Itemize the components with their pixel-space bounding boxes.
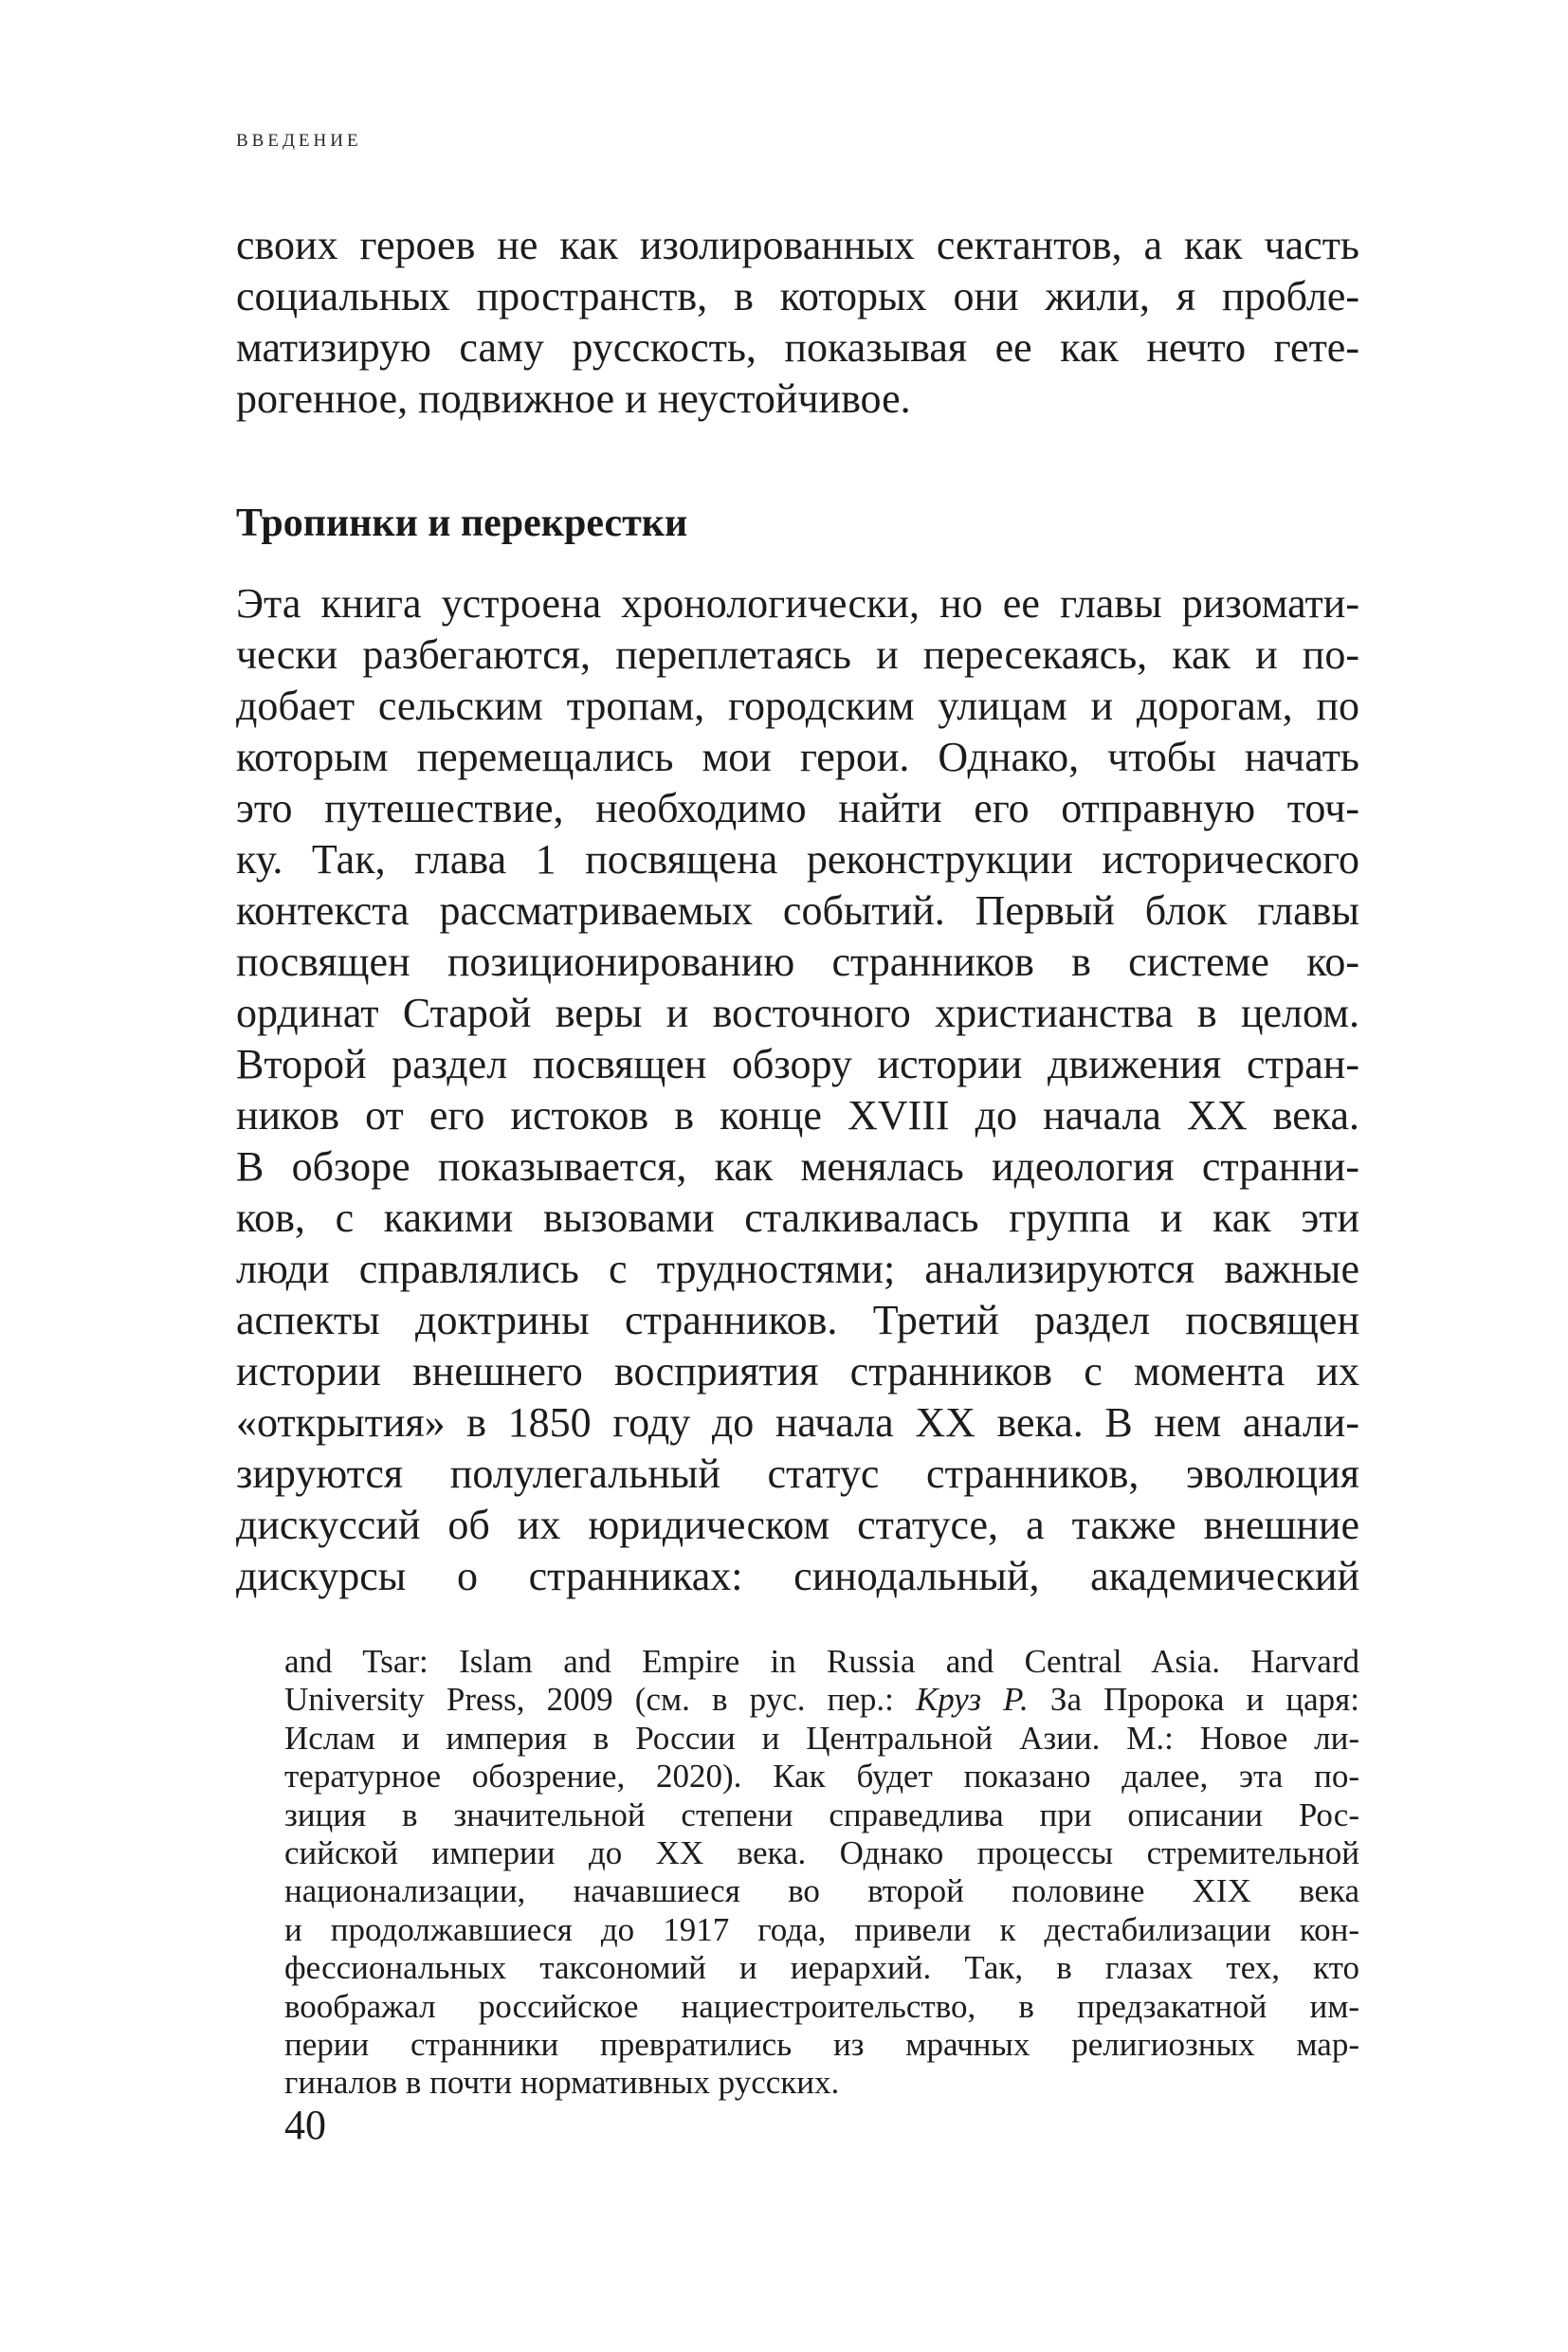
running-head: ВВЕДЕНИЕ (236, 131, 362, 151)
footnote-line (284, 1681, 1359, 1719)
text-line: Второй раздел посвящен обзору истории движения стран- (236, 1041, 1359, 1087)
text-line: посвящен позиционированию странников в системе ко- (236, 939, 1359, 985)
footnote-line: сийской империи до XX века. Однако процессы стремительной (284, 1833, 1359, 1871)
text-line: социальных пространств, в которых они жили, я пробле- (236, 273, 1359, 319)
text-line: дискуссий об их юридическом статусе, а также внешние (236, 1502, 1359, 1548)
text-line: истории внешнего восприятия странников с момента их (236, 1348, 1359, 1395)
footnote-line: перии странники превратились из мрачных религиозных мар- (284, 2025, 1359, 2063)
text-line: это путешествие, необходимо найти его отправную точ- (236, 785, 1359, 831)
text-line: рогенное, подвижное и неустойчивое. (236, 375, 911, 422)
footnote-line: зиция в значительной степени справедлива при описании Рос- (284, 1796, 1359, 1833)
footnote-text: University Press, 2009 (см. в рус. пер.: (284, 1681, 917, 1719)
text-line: чески разбегаются, переплетаясь и пересекаясь, как и по- (236, 631, 1359, 678)
section-heading: Тропинки и перекрестки (236, 501, 688, 545)
text-line: ку. Так, глава 1 посвящена реконструкции исторического (236, 836, 1359, 883)
footnote (284, 1643, 1359, 2103)
main-paragraph (236, 578, 1359, 1602)
footnote-line: Ислам и империя в России и Центральной Азии. М.: Новое ли- (284, 1719, 1359, 1757)
text-line: В обзоре показывается, как менялась идеология странни- (236, 1143, 1359, 1190)
text-line: своих героев не как изолированных сектантов, а как часть (236, 222, 1359, 268)
intro-paragraph (236, 220, 1359, 425)
text-line: матизирую саму русскость, показывая ее как нечто гете- (236, 324, 1359, 371)
text-line: ников от его истоков в конце XVIII до начала XX века. (236, 1092, 1359, 1139)
footnote-line: фессиональных таксономий и иерархий. Так, в глазах тех, кто (284, 1949, 1359, 1987)
text-line: Эта книга устроена хронологически, но ее главы ризомати- (236, 580, 1359, 627)
text-line: зируются полулегальный статус странников, эволюция (236, 1450, 1359, 1497)
text-line: люди справлялись с трудностями; анализируются важные (236, 1246, 1359, 1292)
footnote-line: и продолжавшиеся до 1917 года, привели к дестабилизации кон- (284, 1910, 1359, 1948)
footnote-author-italic: Круз Р. (916, 1681, 1029, 1719)
text-line: ков, с какими вызовами сталкивалась группа и как эти (236, 1194, 1359, 1241)
text-line: контекста рассматриваемых событий. Первый блок главы (236, 887, 1359, 934)
footnote-line: гиналов в почти нормативных русских. (284, 2064, 840, 2102)
footnote-line: and Tsar: Islam and Empire in Russia and Central Asia. Harvard (284, 1643, 1359, 1680)
text-line: добает сельским тропам, городским улицам и дорогам, по (236, 683, 1359, 729)
footnote-text: За Пророка и царя: (1028, 1681, 1359, 1719)
text-line: «открытия» в 1850 году до начала XX века. В нем анали- (236, 1399, 1359, 1446)
text-line: аспекты доктрины странников. Третий раздел посвящен (236, 1297, 1359, 1343)
text-line: которым перемещались мои герои. Однако, чтобы начать (236, 734, 1359, 780)
text-line: дискурсы о странниках: синодальный, академический (236, 1553, 1359, 1599)
footnote-line: национализации, начавшиеся во второй половине XIX века (284, 1872, 1359, 1910)
footnote-line: воображал российское нациестроительство, в предзакатной им- (284, 1987, 1359, 2025)
text-line: ординат Старой веры и восточного христианства в целом. (236, 990, 1359, 1036)
footnote-line: тературное обозрение, 2020). Как будет показано далее, эта по- (284, 1758, 1359, 1796)
page-number: 40 (284, 2102, 326, 2148)
